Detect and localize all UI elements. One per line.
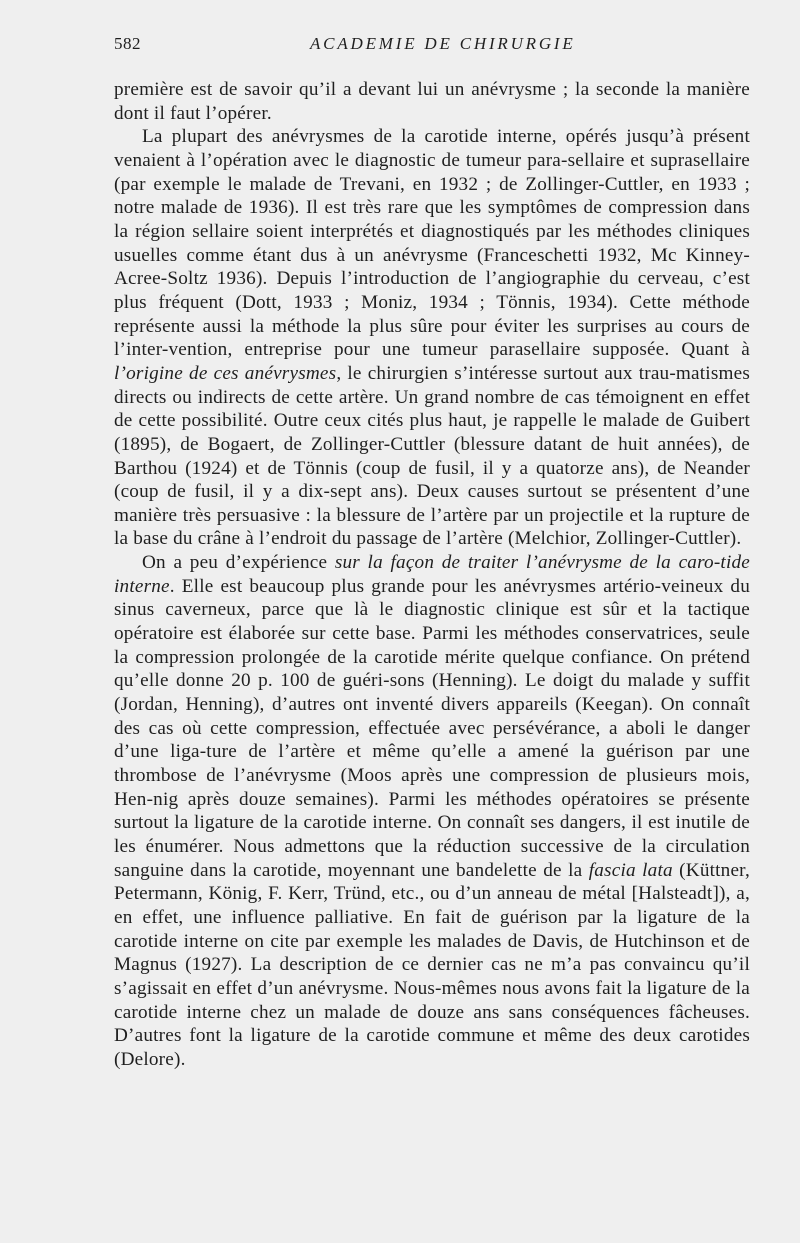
- page-number: 582: [114, 34, 141, 53]
- paragraph-text: première est de savoir qu’il a devant lui un anévrysme ; la seconde la manière dont il faut l’opérer.: [114, 79, 750, 124]
- paragraph-text: La plupart des anévrysmes de la carotide interne, opérés jusqu’à présent venaient à l’opération avec le diagnostic de tumeur para-sellaire et suprasellaire (par exemple le malade de Trevani, en 1932 ; de Zollinger-Cuttler, en 1933 ; notre malade de 1936). Il est très rare que les symptômes de compression dans la région sellaire soient interprétés et diagnostiqués par les méthodes cliniques usuelles comme étant dus à un anévrysme (Franceschetti 1932, Mc Kinney-Acree-Soltz 1936). Depuis l’introduction de l’angiographie du cerveau, c’est plus fréquent (Dott, 1933 ; Moniz, 1934 ; Tönnis, 1934). Cette méthode représente aussi la méthode la plus sûre pour éviter les surprises au cours de l’inter-vention, entreprise pour une tumeur parasellaire supposée. Quant à: [114, 126, 750, 361]
- paragraph-text: . Elle est beaucoup plus grande pour les anévrysmes artério-veineux du sinus caverneux, parce que là le diagnostic clinique est sûr et la tactique opératoire est élaborée sur cette base. Parmi les méthodes conservatrices, seule la compression prolongée de la carotide mérite quelque confiance. On prétend qu’elle donne 20 p. 100 de guéri-sons (Henning). Le doigt du malade y suffit (Jordan, Henning), d’autres ont inventé divers appareils (Keegan). On connaît des cas où cette compression, effectuée avec persévérance, a aboli le danger d’une liga-ture de l’artère et même qu’elle a amené la guérison par une thrombose de l’anévrysme (Moos après une compression de plusieurs mois, Hen-nig après douze semaines). Parmi les méthodes opératoires se présente surtout la ligature de la carotide interne. On connaît ses dangers, il est inutile de les énumérer. Nous admettons que la réduction successive de la circulation sanguine dans la carotide, moyennant une bandelette de la: [114, 575, 750, 881]
- paragraph-text: (Küttner, Petermann, König, F. Kerr, Tründ, etc., ou d’un anneau de métal [Halsteadt]), a, en effet, une influence palliative. En fait de guérison par la ligature de la carotide interne on cite par exemple les malades de Davis, de Hutchinson et de Magnus (1927). La description de ce dernier cas ne m’a pas convaincu qu’il s’agissait en effet d’un anévrysme. Nous-mêmes nous avons fait la ligature de la carotide interne chez un malade de douze ans sans conséquences fâcheuses. D’autres font la ligature de la carotide commune et même des deux carotides (Delore).: [114, 859, 750, 1070]
- italic-phrase: l’origine de ces anévrysmes: [114, 362, 337, 384]
- italic-phrase: fascia lata: [588, 859, 673, 881]
- paragraph-1: [114, 78, 750, 125]
- paragraph-3: [114, 551, 750, 1071]
- body-text: [114, 78, 750, 1072]
- paragraph-text: , le chirurgien s’intéresse surtout aux trau-matismes directs ou indirects de cette artère. Un grand nombre de cas témoignent en effet de cette possibilité. Outre ceux cités plus haut, je rappelle le malade de Guibert (1895), de Bogaert, de Zollinger-Cuttler (blessure datant de huit années), de Barthou (1924) et de Tönnis (coup de fusil, il y a quatorze ans), de Neander (coup de fusil, il y a dix-sept ans). Deux causes surtout se présentent d’une manière très persuasive : la blessure de l’artère par un projectile et la rupture de la base du crâne à l’endroit du passage de l’artère (Melchior, Zollinger-Cuttler).: [114, 362, 751, 550]
- paragraph-text: On a peu d’expérience: [142, 552, 335, 574]
- paragraph-2: [114, 125, 750, 551]
- page-header: [114, 34, 754, 58]
- italic-phrase: sur la façon de traiter l’anévrysme de la caro-tide interne: [114, 552, 750, 597]
- running-title: ACADEMIE DE CHIRURGIE: [310, 34, 576, 53]
